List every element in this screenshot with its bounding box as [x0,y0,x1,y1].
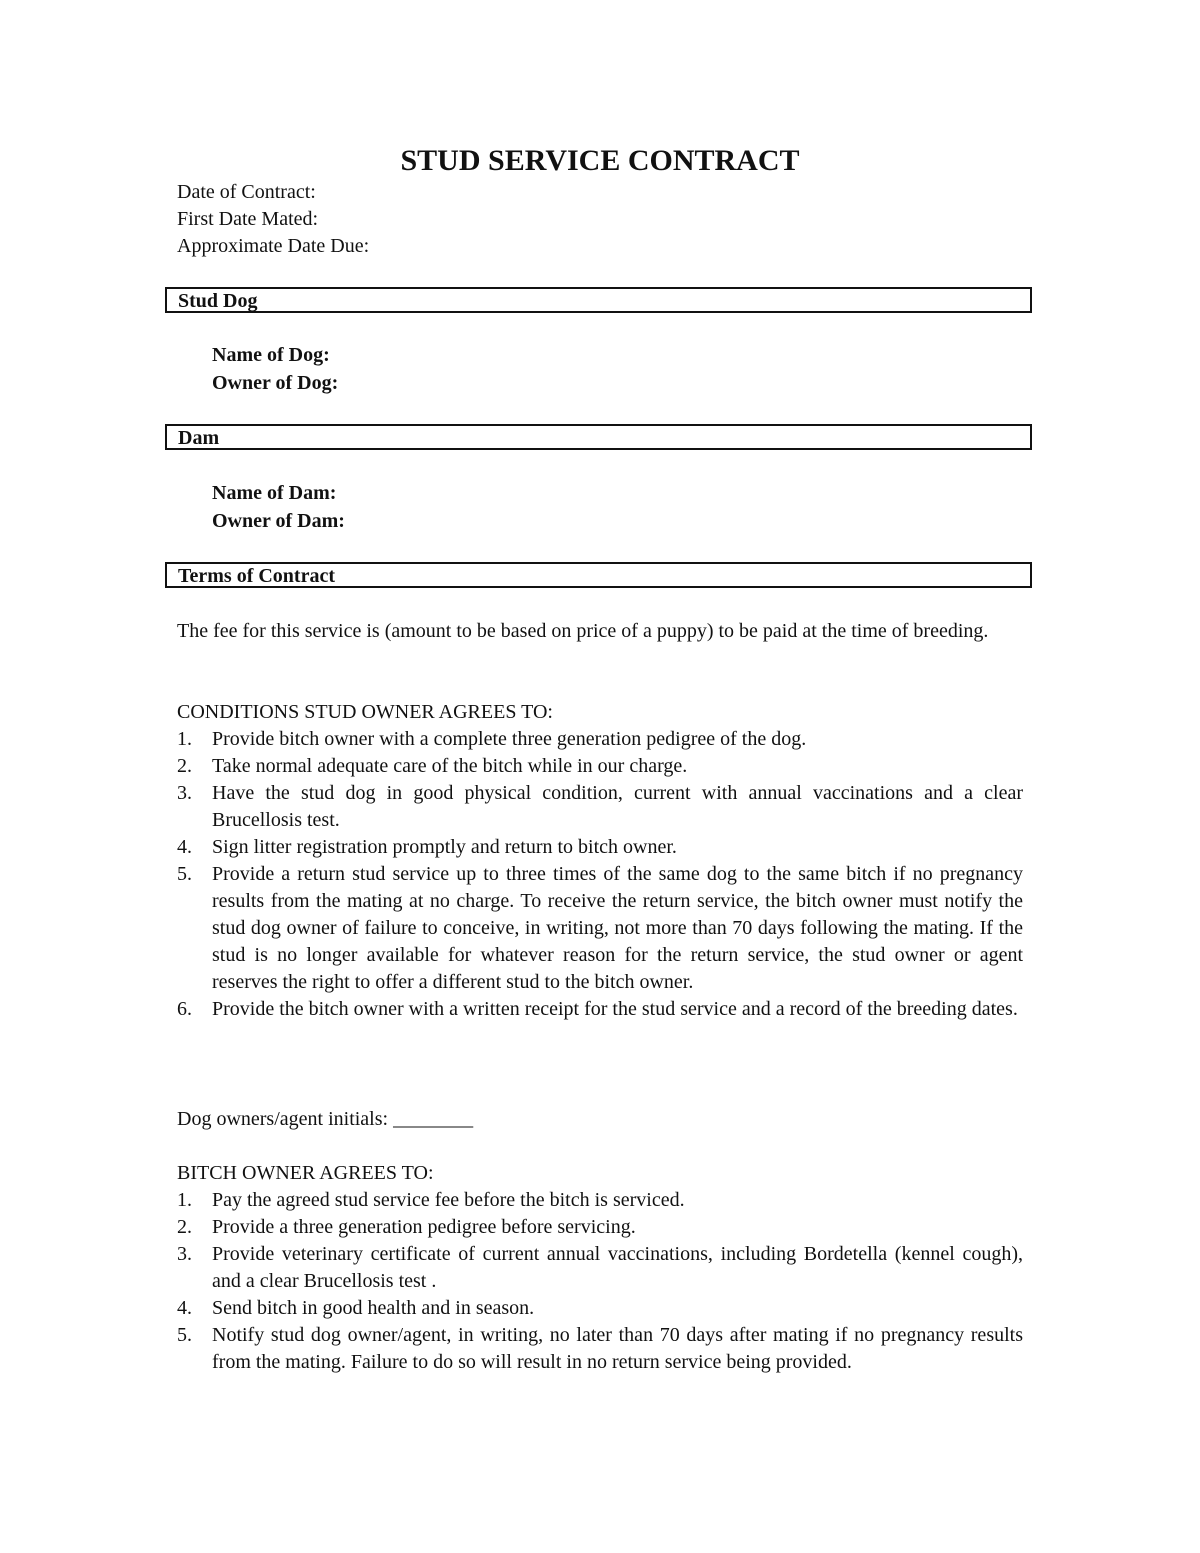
owner-of-dog-label: Owner of Dog: [212,372,339,394]
header-fields [177,179,369,260]
list-item: 2. Provide a three generation pedigree before servicing. [177,1216,636,1238]
stud-owner-conditions-heading: CONDITIONS STUD OWNER AGREES TO: [177,701,553,723]
list-item: 4. Send bitch in good health and in season. [177,1297,535,1319]
stud-dog-fields [212,342,338,398]
name-of-dam-label: Name of Dam: [212,482,337,504]
first-date-mated-label: First Date Mated: [177,208,319,230]
terms-heading: Terms of Contract [178,565,336,587]
page-title: STUD SERVICE CONTRACT [400,144,800,177]
dam-heading: Dam [178,427,220,449]
dam-fields [212,480,345,536]
owner-of-dam-label: Owner of Dam: [212,510,345,532]
list-item: 1. Provide bitch owner with a complete three generation pedigree of the dog. [177,728,807,750]
date-of-contract-label: Date of Contract: [177,181,316,203]
list-item: 6. Provide the bitch owner with a written receipt for the stud service and a record of the breeding dates. [177,998,1018,1020]
list-item: 1. Pay the agreed stud service fee before the bitch is serviced. [177,1189,685,1211]
fee-paragraph: The fee for this service is (amount to be based on price of a puppy) to be paid at the time of breeding. [177,620,989,642]
list-item: 4. Sign litter registration promptly and return to bitch owner. [177,836,677,858]
terms-section-header [165,562,1032,588]
list-item: 3. Provide veterinary certificate of current annual vaccinations, including Bordetella (kennel cough), and a clear Brucellosis test . [177,1243,1023,1292]
stud-dog-heading: Stud Dog [178,290,258,312]
approximate-date-due-label: Approximate Date Due: [177,235,370,257]
list-item: 2. Take normal adequate care of the bitch while in our charge. [177,755,688,777]
dam-section-header [165,424,1032,450]
list-item: 3. Have the stud dog in good physical condition, current with annual vaccinations and a clear Brucellosis test. [177,782,1023,831]
name-of-dog-label: Name of Dog: [212,344,330,366]
bitch-owner-heading: BITCH OWNER AGREES TO: [177,1162,434,1184]
initials-line: Dog owners/agent initials: ________ [177,1108,474,1130]
stud-dog-section-header [165,287,1032,313]
bitch-owner-conditions-list [177,1187,1023,1376]
list-item: 5. Provide a return stud service up to three times of the same dog to the same bitch if no pregnancy results from the mating at no charge. To receive the return service, the bitch owner must notify the stud dog owner of failure to conceive, in writing, not more than 70 days following the mating. If the stud is no longer available for whatever reason for the return service, the stud owner or agent reserves the right to offer a different stud to the bitch owner. [177,863,1023,993]
list-item: 5. Notify stud dog owner/agent, in writing, no later than 70 days after mating if no pregnancy results from the mating. Failure to do so will result in no return service being provided. [177,1324,1023,1373]
stud-owner-conditions-list [177,726,1023,1023]
